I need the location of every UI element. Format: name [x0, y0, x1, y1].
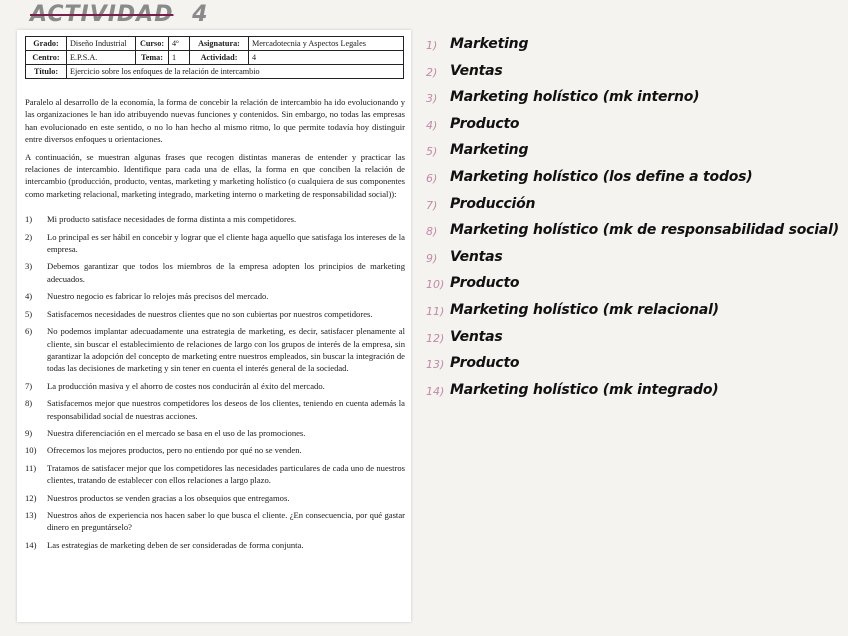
intro-paragraph-2: A continuación, se muestran algunas frases que recogen distintas maneras de entender y practicar las relaciones de intercambio. Identifique para cada una de ellas, la forma en que conciben la relación de intercambio (producción, producto, ventas, marketing y marketing holístico (o cualquiera de sus componentes como marketing relacional, marketing integrado, marketing interno o marketing de responsabilidad social)):	[25, 151, 405, 199]
curso-value: 4º	[169, 37, 190, 51]
statement-number: 12)	[25, 492, 37, 503]
statement-number: 6)	[25, 326, 33, 337]
statement-item	[25, 492, 405, 504]
answer-number: 9)	[426, 251, 438, 265]
grado-label: Grado:	[26, 37, 67, 51]
centro-value: E.P.S.A.	[67, 51, 136, 65]
statement-number: 13)	[25, 509, 37, 520]
answer-row	[426, 36, 836, 63]
statement-number: 3)	[25, 261, 33, 272]
answer-row	[426, 382, 836, 409]
statement-number: 4)	[25, 291, 33, 302]
answer-row	[426, 222, 839, 249]
asignatura-label: Asignatura:	[190, 37, 249, 51]
statement-item	[25, 427, 405, 439]
answer-row	[426, 142, 836, 169]
answer-number: 10)	[426, 278, 445, 292]
grado-value: Diseño Industrial	[67, 37, 136, 51]
titulo-value: Ejercicio sobre los enfoques de la relación de intercambio	[67, 65, 404, 79]
titulo-label: Título:	[26, 65, 67, 79]
answer-text: Marketing holístico (mk de responsabilidad social)	[450, 222, 839, 239]
answer-row	[426, 89, 836, 116]
answer-row	[426, 329, 836, 356]
answer-number: 2)	[426, 65, 438, 79]
answer-text: Marketing holístico (mk integrado)	[450, 381, 719, 398]
statement-text: Ofrecemos los mejores productos, pero no entiendo por qué no se venden.	[47, 445, 302, 456]
answer-row	[426, 169, 836, 196]
answer-text: Ventas	[450, 248, 503, 265]
answer-text: Marketing	[450, 36, 529, 52]
worksheet-page	[17, 30, 411, 622]
statement-number: 14)	[25, 539, 37, 550]
answer-number: 12)	[426, 331, 445, 345]
statement-text: Satisfacemos mejor que nuestros competidores los deseos de los clientes, teniendo en cuenta además la responsabilidad social de nuestras acciones.	[47, 398, 405, 421]
answer-text: Marketing	[450, 142, 529, 159]
handwritten-answers	[426, 36, 839, 408]
statement-item	[25, 290, 405, 302]
answer-number: 1)	[426, 39, 438, 52]
answer-row	[426, 355, 836, 382]
statement-item	[25, 231, 405, 256]
statement-item	[25, 260, 405, 285]
statement-text: Satisfacemos necesidades de nuestros clientes que no son cubiertas por nuestros competidores.	[47, 308, 373, 319]
statement-text: Nuestros años de experiencia nos hacen saber lo que busca el cliente. ¿En consecuencia, por qué gastar dinero en preguntárselo?	[47, 509, 405, 533]
info-row-2	[26, 51, 404, 65]
worksheet-content	[25, 96, 405, 556]
statement-number: 8)	[25, 398, 33, 409]
statement-item	[25, 325, 405, 375]
statement-number: 9)	[25, 427, 33, 438]
statement-text: Nuestros productos se venden gracias a los obsequios que entregamos.	[47, 492, 290, 503]
answer-row	[426, 63, 836, 90]
answer-number: 3)	[426, 92, 438, 106]
answer-number: 7)	[426, 198, 438, 212]
curso-label: Curso:	[136, 37, 169, 51]
statement-number: 7)	[25, 380, 33, 391]
statement-number: 1)	[25, 214, 33, 225]
statement-item	[25, 380, 405, 392]
intro-paragraph-1: Paralelo al desarrollo de la economía, la forma de concebir la relación de intercambio ha ido evolucionando y las organizaciones le han ido atribuyendo nuevas funciones y contenidos. Sin embargo, no todas las empresas han evolucionado en este sentido, o no lo han hecho al mismo ritmo, lo que permite todavía hoy distinguir entre diversos enfoques u orientaciones.	[25, 97, 405, 145]
tema-label: Tema:	[136, 51, 169, 65]
tema-value: 1	[169, 51, 190, 65]
statement-item	[25, 213, 405, 225]
answer-row	[426, 275, 836, 302]
answer-row	[426, 249, 836, 276]
statement-text: No podemos implantar adecuadamente una estrategia de marketing, es decir, satisfacer plenamente al cliente, sin buscar el establecimiento de relaciones de largo con los grupos de interés de la empresa, sin garantizar la adopción del concepto de marketing entre nuestros empleados, sin buscar la integración de todas las decisiones de marketing y sin tener en cuenta el interés general de la sociedad.	[47, 326, 405, 374]
info-row-3	[26, 65, 404, 79]
statement-number: 2)	[25, 231, 33, 242]
answer-text: Producto	[450, 115, 520, 132]
statement-item	[25, 462, 405, 487]
statement-item	[25, 444, 405, 456]
centro-label: Centro:	[26, 51, 67, 65]
answer-text: Marketing holístico (mk relacional)	[450, 301, 719, 318]
statement-number: 5)	[25, 308, 33, 319]
answer-number: 5)	[426, 145, 438, 159]
handwritten-title	[30, 2, 208, 27]
asignatura-value: Mercadotecnia y Aspectos Legales	[249, 37, 404, 51]
answer-text: Producción	[450, 195, 536, 212]
statement-list	[25, 213, 405, 551]
statement-item	[25, 308, 405, 320]
statement-item	[25, 509, 405, 534]
answer-row	[426, 302, 836, 329]
answer-text: Producto	[450, 355, 520, 372]
answer-number: 6)	[426, 171, 438, 185]
info-table	[25, 36, 404, 79]
statement-text: Nuestro negocio es fabricar lo relojes más precisos del mercado.	[47, 291, 269, 302]
answer-number: 13)	[426, 358, 445, 372]
title-word: ACTIVIDAD	[30, 2, 174, 27]
statement-text: La producción masiva y el ahorro de costes nos conducirán al éxito del mercado.	[47, 380, 325, 391]
actividad-value: 4	[249, 51, 404, 65]
title-number: 4	[192, 2, 209, 27]
answer-text: Marketing holístico (los define a todos)	[450, 168, 753, 185]
answer-row	[426, 196, 836, 223]
answer-text: Marketing holístico (mk interno)	[450, 89, 700, 106]
statement-item	[25, 397, 405, 422]
statement-text: Mi producto satisface necesidades de forma distinta a mis competidores.	[47, 214, 297, 225]
answer-number: 8)	[426, 225, 438, 239]
statement-number: 11)	[25, 462, 37, 473]
statement-text: Debemos garantizar que todos los miembros de la empresa adopten los principios de marketing adecuados.	[47, 261, 405, 284]
answer-number: 11)	[426, 304, 445, 318]
actividad-label: Actividad:	[190, 51, 249, 65]
statement-text: Tratamos de satisfacer mejor que los competidores las necesidades particulares de cada uno de nuestros clientes, tratando de establecer con ellos relaciones a largo plazo.	[47, 462, 405, 486]
statement-text: Lo principal es ser hábil en concebir y lograr que el cliente haga aquello que satisfaga los intereses de la empresa.	[47, 231, 405, 255]
statement-text: Las estrategias de marketing deben de ser consideradas de forma conjunta.	[47, 539, 304, 550]
statement-number: 10)	[25, 445, 37, 456]
answer-number: 4)	[426, 118, 438, 132]
answer-text: Ventas	[450, 62, 503, 79]
statement-text: Nuestra diferenciación en el mercado se basa en el uso de las promociones.	[47, 427, 306, 438]
answer-row	[426, 116, 836, 143]
answer-number: 14)	[426, 384, 445, 398]
statement-item	[25, 539, 405, 551]
answer-text: Producto	[450, 275, 520, 292]
answer-text: Ventas	[450, 328, 503, 345]
info-row-1	[26, 37, 404, 51]
